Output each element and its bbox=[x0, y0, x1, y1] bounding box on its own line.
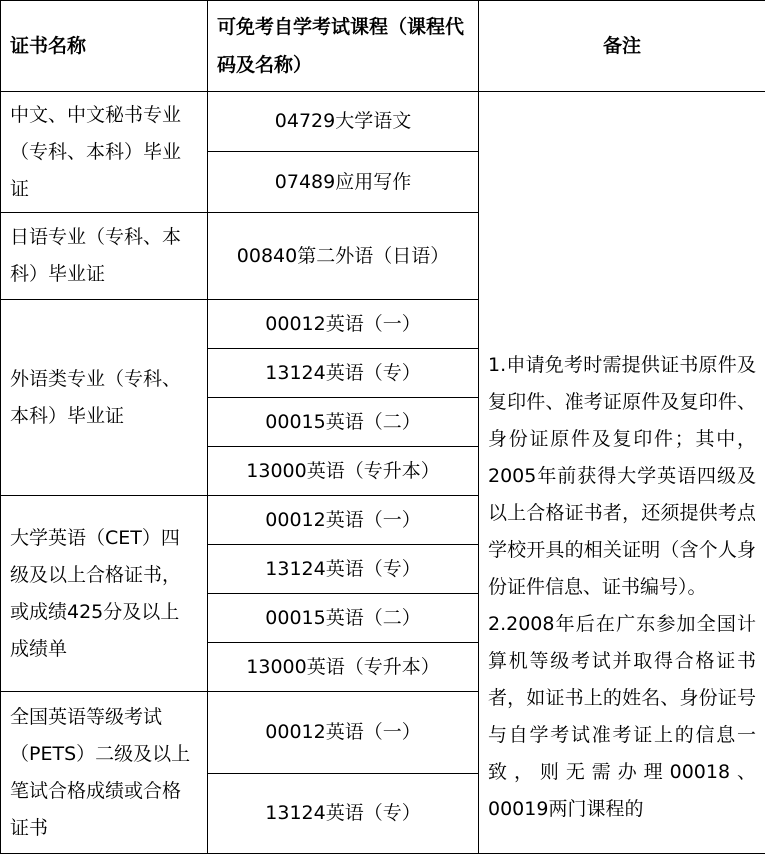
course-cell: 00015英语（二） bbox=[208, 398, 479, 447]
certificate-cell: 中文、中文秘书专业（专科、本科）毕业证 bbox=[1, 92, 208, 213]
header-exempt-course: 可免考自学考试课程（课程代码及名称） bbox=[208, 1, 479, 92]
course-cell: 00012英语（一） bbox=[208, 300, 479, 349]
course-cell: 13000英语（专升本） bbox=[208, 643, 479, 692]
remarks-cell bbox=[479, 92, 765, 854]
course-cell: 13124英语（专） bbox=[208, 349, 479, 398]
course-cell: 00840第二外语（日语） bbox=[208, 213, 479, 300]
course-cell: 13124英语（专） bbox=[208, 774, 479, 854]
course-cell: 07489应用写作 bbox=[208, 152, 479, 213]
certificate-cell: 日语专业（专科、本科）毕业证 bbox=[1, 213, 208, 300]
remark-item: 1.申请免考时需提供证书原件及复印件、准考证原件及复印件、身份证原件及复印件；其中，2005年前获得大学英语四级及以上合格证书者，还须提供考点学校开具的相关证明（含个人身份证件信息、证书编号）。 bbox=[488, 347, 756, 606]
remark-item: 2.2008年后在广东参加全国计算机等级考试并取得合格证书者，如证书上的姓名、身份证号与自学考试准考证上的信息一致，则无需办理00018、00019两门课程的 bbox=[488, 606, 756, 828]
header-row bbox=[1, 1, 765, 92]
header-remarks: 备注 bbox=[479, 1, 765, 92]
table-row bbox=[1, 92, 765, 152]
course-cell: 00012英语（一） bbox=[208, 496, 479, 545]
course-cell: 04729大学语文 bbox=[208, 92, 479, 152]
certificate-cell: 外语类专业（专科、本科）毕业证 bbox=[1, 300, 208, 496]
certificate-cell: 全国英语等级考试（PETS）二级及以上笔试合格成绩或合格证书 bbox=[1, 692, 208, 854]
course-cell: 00015英语（二） bbox=[208, 594, 479, 643]
certificate-cell: 大学英语（CET）四级及以上合格证书，或成绩425分及以上成绩单 bbox=[1, 496, 208, 692]
course-cell: 00012英语（一） bbox=[208, 692, 479, 774]
course-cell: 13000英语（专升本） bbox=[208, 447, 479, 496]
header-certificate-name: 证书名称 bbox=[1, 1, 208, 92]
course-cell: 13124英语（专） bbox=[208, 545, 479, 594]
